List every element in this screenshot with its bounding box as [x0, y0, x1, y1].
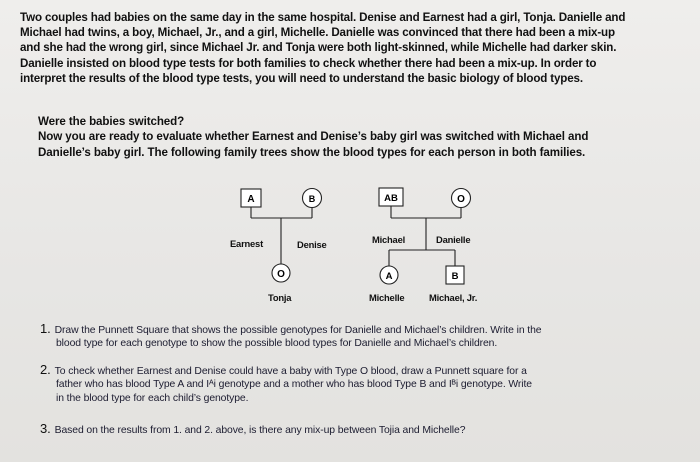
section-line: Danielle’s baby girl. The following family trees show the blood types for each person in both families. — [38, 145, 586, 159]
question-3-line1: Based on the results from 1. and 2. above, is there any mix-up between Tojia and Michelle? — [54, 425, 466, 436]
danielle-blood-type: O — [457, 194, 465, 205]
question-2-line3: in the blood type for each child’s genotype. — [56, 392, 249, 404]
question-2-line1: To check whether Earnest and Denise could have a baby with Type O blood, draw a Punnett square for a — [54, 366, 527, 377]
intro-line: and she had the wrong girl, since Michael Jr. and Tonja were both light-skinned, while Michelle had darker skin. — [20, 41, 617, 55]
michael-blood-type: AB — [384, 193, 398, 204]
denise-blood-type: B — [308, 194, 316, 204]
michael-jr-name-label: Michael, Jr. — [429, 292, 478, 303]
section-line: Now you are ready to evaluate whether Earnest and Denise’s baby girl was switched with Michael and — [38, 130, 589, 144]
danielle-name-label: Danielle — [436, 234, 471, 245]
tonja-blood-type: O — [277, 269, 285, 280]
question-3 — [40, 422, 465, 437]
question-2-line2: father who has blood Type A and Iᴬi genotype and a mother who has blood Type B and Iᴮi genotype. Write — [56, 379, 532, 391]
question-1-number: 1. — [40, 321, 51, 336]
intro-line: Two couples had babies on the same day in the same hospital. Denise and Earnest had a girl, Tonja. Danielle and — [20, 11, 626, 24]
family1-lines — [251, 207, 312, 264]
question-3-number: 3. — [40, 421, 51, 436]
tonja-name-label: Tonja — [268, 292, 292, 303]
michelle-name-label: Michelle — [369, 292, 405, 303]
question-1 — [40, 322, 541, 351]
section-heading: Were the babies switched? — [38, 115, 185, 128]
michael-jr-blood-type: B — [451, 271, 459, 282]
earnest-name-label: Earnest — [230, 238, 263, 249]
earnest-blood-type: A — [247, 194, 255, 205]
question-1-line1: Draw the Punnett Square that shows the possible genotypes for Danielle and Michael’s children. Write in the — [54, 325, 542, 336]
intro-line: Danielle insisted on blood type tests for both families to check whether there had been a mix-up. In order to — [20, 56, 597, 70]
intro-line: Michael had twins, a boy, Michael, Jr., and a girl, Michelle. Danielle was convinced that there had been a mix-up — [20, 26, 615, 40]
intro-line: interpret the results of the blood type tests, you will need to understand the basic biology of blood types. — [20, 71, 583, 85]
question-1-line2: blood type for each genotype to show the possible blood types for Danielle and Michael’s children. — [56, 338, 498, 350]
question-2-number: 2. — [40, 362, 51, 377]
denise-name-label: Denise — [297, 239, 327, 250]
question-2 — [40, 363, 532, 405]
michael-name-label: Michael — [372, 234, 405, 245]
michelle-blood-type: A — [385, 271, 393, 282]
